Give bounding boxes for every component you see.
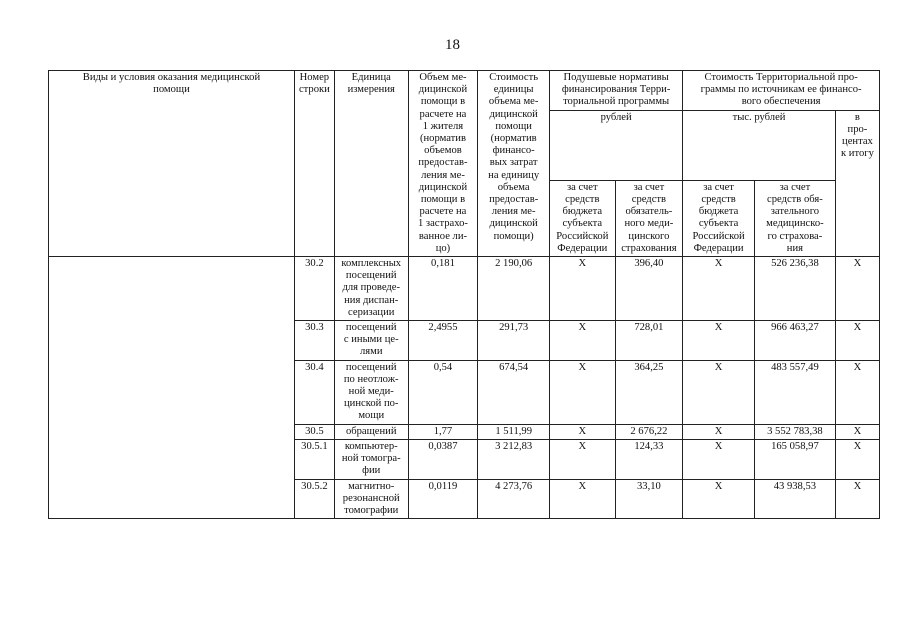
row-per-capita-oms: 2 676,22 — [615, 424, 683, 439]
row-volume: 0,0119 — [408, 479, 478, 519]
header-cost-group: Стоимость Территориальной про- граммы по источникам ее финансо- вого обеспечения — [683, 71, 880, 111]
row-per-capita-budget: Х — [550, 360, 616, 424]
row-unit-cost: 674,54 — [478, 360, 550, 424]
kind-cell-empty — [49, 257, 295, 519]
row-cost-oms: 526 236,38 — [754, 257, 835, 321]
header-percent: в про- центах к итогу — [835, 110, 879, 256]
page-number: 18 — [445, 37, 460, 53]
header-unit-rub: рублей — [550, 110, 683, 180]
row-volume: 1,77 — [408, 424, 478, 439]
row-per-capita-oms: 124,33 — [615, 439, 683, 479]
row-percent: Х — [835, 479, 879, 519]
row-unit: комплексных посещений для проведе- ния диспан- серизации — [334, 257, 408, 321]
row-number: 30.4 — [294, 360, 334, 424]
row-per-capita-oms: 33,10 — [615, 479, 683, 519]
row-unit: компьютер- ной томогра- фии — [334, 439, 408, 479]
row-number: 30.5 — [294, 424, 334, 439]
row-percent: Х — [835, 321, 879, 361]
row-unit-cost: 4 273,76 — [478, 479, 550, 519]
row-cost-oms: 43 938,53 — [754, 479, 835, 519]
row-number: 30.2 — [294, 257, 334, 321]
row-per-capita-budget: Х — [550, 439, 616, 479]
row-per-capita-budget: Х — [550, 424, 616, 439]
row-volume: 0,181 — [408, 257, 478, 321]
header-cost-oms: за счет средств обя- зательного медицинско- го страхова- ния — [754, 180, 835, 256]
row-per-capita-budget: Х — [550, 479, 616, 519]
row-volume: 0,0387 — [408, 439, 478, 479]
row-cost-oms: 165 058,97 — [754, 439, 835, 479]
row-cost-oms: 966 463,27 — [754, 321, 835, 361]
row-number: 30.3 — [294, 321, 334, 361]
row-per-capita-oms: 364,25 — [615, 360, 683, 424]
header-per-capita-group: Подушевые нормативы финансирования Терри- ториальной программы — [550, 71, 683, 111]
row-unit: посещений по неотлож- ной меди- цинской по- мощи — [334, 360, 408, 424]
row-unit: магнитно- резонансной томографии — [334, 479, 408, 519]
row-cost-budget: Х — [683, 479, 755, 519]
row-unit-cost: 3 212,83 — [478, 439, 550, 479]
row-percent: Х — [835, 439, 879, 479]
row-cost-budget: Х — [683, 439, 755, 479]
header-kind: Виды и условия оказания медицинской помощи — [49, 71, 295, 257]
header-per-capita-oms: за счет средств обязатель- ного меди- цинского страхования — [615, 180, 683, 256]
header-volume: Объем ме- дицинской помощи в расчете на 1 жителя (норматив объемов предостав- ления ме- дицинской помощи в расчете на 1 застрахо- ванное ли- цо) — [408, 71, 478, 257]
row-unit-cost: 1 511,99 — [478, 424, 550, 439]
row-percent: Х — [835, 360, 879, 424]
header-per-capita-budget: за счет средств бюджета субъекта Российской Федерации — [550, 180, 616, 256]
table-row — [49, 257, 880, 321]
row-cost-budget: Х — [683, 257, 755, 321]
row-unit-cost: 291,73 — [478, 321, 550, 361]
row-cost-oms: 483 557,49 — [754, 360, 835, 424]
header-unit-cost: Стоимость единицы объема ме- дицинской помощи (норматив финансо- вых затрат на единицу объема предостав- ления ме- дицинской помощи) — [478, 71, 550, 257]
row-number: 30.5.1 — [294, 439, 334, 479]
row-percent: Х — [835, 424, 879, 439]
row-unit: обращений — [334, 424, 408, 439]
row-per-capita-oms: 396,40 — [615, 257, 683, 321]
row-per-capita-oms: 728,01 — [615, 321, 683, 361]
row-percent: Х — [835, 257, 879, 321]
row-per-capita-budget: Х — [550, 321, 616, 361]
row-cost-budget: Х — [683, 424, 755, 439]
row-cost-budget: Х — [683, 321, 755, 361]
header-row-1 — [49, 71, 880, 111]
row-volume: 2,4955 — [408, 321, 478, 361]
row-volume: 0,54 — [408, 360, 478, 424]
row-number: 30.5.2 — [294, 479, 334, 519]
row-unit: посещений с иными це- лями — [334, 321, 408, 361]
financing-table — [48, 70, 880, 519]
row-unit-cost: 2 190,06 — [478, 257, 550, 321]
header-row-number: Номер строки — [294, 71, 334, 257]
row-per-capita-budget: Х — [550, 257, 616, 321]
header-unit-thousand-rub: тыс. рублей — [683, 110, 836, 180]
row-cost-budget: Х — [683, 360, 755, 424]
header-unit: Единица измерения — [334, 71, 408, 257]
row-cost-oms: 3 552 783,38 — [754, 424, 835, 439]
header-cost-budget: за счет средств бюджета субъекта Российской Федерации — [683, 180, 755, 256]
